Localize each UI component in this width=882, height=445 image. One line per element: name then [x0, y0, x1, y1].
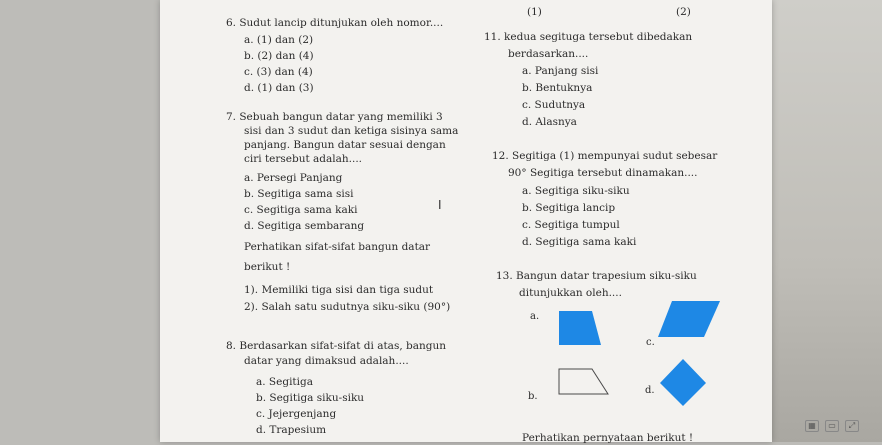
q12-line-1: 12. Segitiga (1) mempunyai sudut sebesar [492, 150, 718, 162]
q7-line-3: panjang. Bangun datar sesuai dengan [244, 139, 446, 151]
q13-option-d-label: d. [645, 385, 655, 396]
q13-line-2: ditunjukkan oleh.... [519, 287, 622, 299]
footer-cutoff-text: Perhatikan pernyataan berikut ! [522, 432, 694, 444]
q7-option-d: d. Segitiga sembarang [244, 220, 365, 232]
q13-option-b-label: b. [528, 391, 538, 402]
option-d-rhombus-shape [658, 358, 708, 408]
props-line-2: berikut ! [244, 261, 291, 273]
q7-line-1: 7. Sebuah bangun datar yang memiliki 3 [226, 111, 443, 123]
option-c-parallelogram-shape [656, 299, 722, 339]
q12-option-c: c. Segitiga tumpul [522, 219, 620, 231]
props-item-1: 1). Memiliki tiga sisi dan tiga sudut [244, 284, 434, 296]
q11-option-a: a. Panjang sisi [522, 65, 599, 77]
q11-line-1: 11. kedua segituga tersebut dibedakan [484, 31, 693, 43]
viewer-toolbar [805, 420, 859, 434]
q8-option-d: d. Trapesium [256, 424, 327, 436]
q11-line-2: berdasarkan.... [508, 48, 589, 60]
q7-option-a: a. Persegi Panjang [244, 172, 343, 184]
text-cursor-icon: I [438, 198, 442, 212]
q13-option-c-label: c. [646, 337, 655, 348]
q12-option-d: d. Segitiga sama kaki [522, 236, 637, 248]
q6-option-c: c. (3) dan (4) [244, 66, 313, 78]
q6-question: 6. Sudut lancip ditunjukan oleh nomor.... [226, 17, 444, 29]
q11-option-c: c. Sudutnya [522, 99, 586, 111]
q13-option-a-label: a. [530, 311, 540, 322]
window-icon[interactable]: ▭ [825, 420, 839, 432]
q6-option-b: b. (2) dan (4) [244, 50, 314, 62]
props-item-2: 2). Salah satu sudutnya siku-siku (90°) [244, 301, 451, 313]
option-b-right-trapezoid-outline-shape [556, 366, 612, 398]
q8-option-a: a. Segitiga [256, 376, 313, 388]
q8-option-b: b. Segitiga siku-siku [256, 392, 365, 404]
expand-icon[interactable]: ⤢ [845, 420, 859, 432]
q12-line-2: 90° Segitiga tersebut dinamakan.... [508, 167, 698, 179]
background-right [772, 0, 882, 442]
q7-line-4: ciri tersebut adalah.... [244, 153, 363, 165]
option-a-trapezoid-shape [556, 309, 604, 347]
q7-line-2: sisi dan 3 sudut dan ketiga sisinya sama [244, 125, 459, 137]
q12-option-a: a. Segitiga siku-siku [522, 185, 630, 197]
q8-option-c: c. Jejergenjang [256, 408, 337, 420]
q8-line-2: datar yang dimaksud adalah.... [244, 355, 409, 367]
header-label-2: (2) [676, 6, 691, 18]
q6-option-a: a. (1) dan (2) [244, 34, 314, 46]
q12-option-b: b. Segitiga lancip [522, 202, 616, 214]
header-label-1: (1) [527, 6, 542, 18]
q11-option-d: d. Alasnya [522, 116, 577, 128]
q13-line-1: 13. Bangun datar trapesium siku-siku [496, 270, 697, 282]
grid-icon[interactable]: ▦ [805, 420, 819, 432]
q6-option-d: d. (1) dan (3) [244, 82, 314, 94]
q7-option-b: b. Segitiga sama sisi [244, 188, 354, 200]
q7-option-c: c. Segitiga sama kaki [244, 204, 358, 216]
props-line-1: Perhatikan sifat-sifat bangun datar [244, 241, 431, 253]
q8-line-1: 8. Berdasarkan sifat-sifat di atas, bangun [226, 340, 446, 352]
q11-option-b: b. Bentuknya [522, 82, 593, 94]
